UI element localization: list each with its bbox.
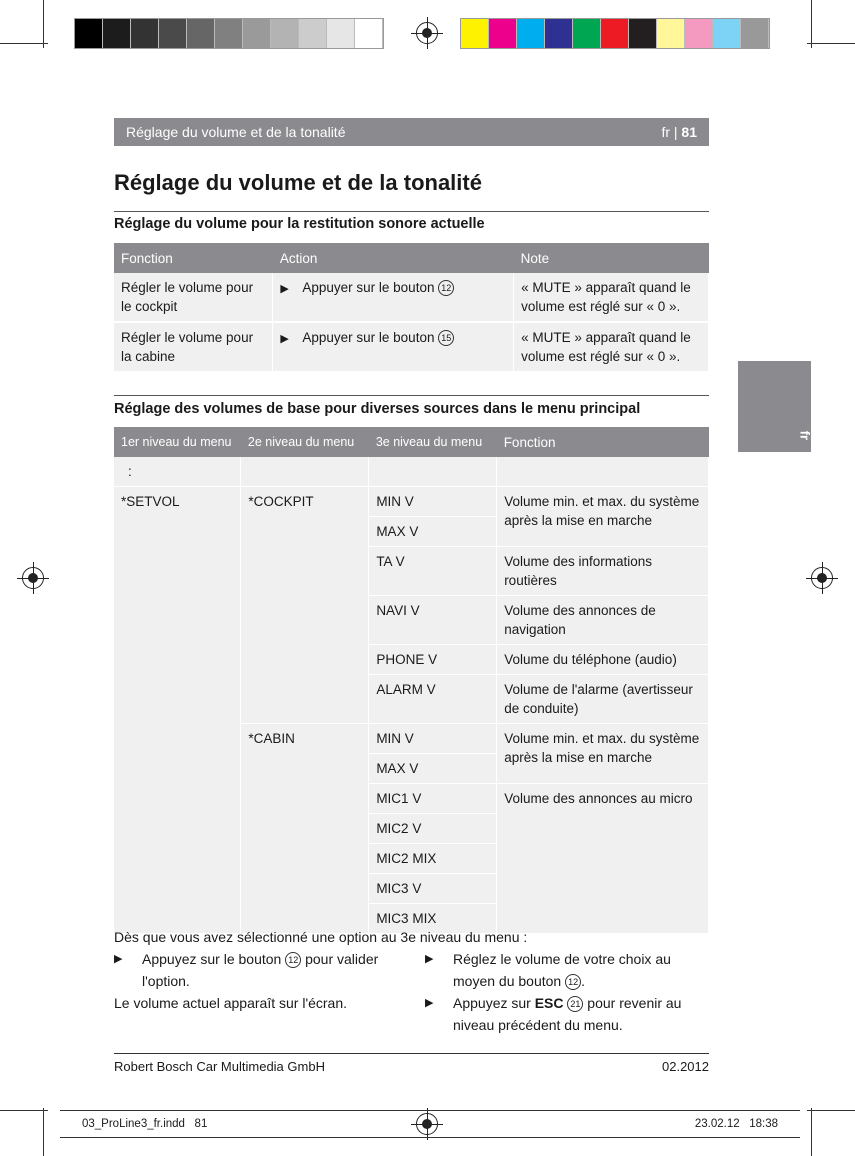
crop-mark: [807, 1110, 855, 1111]
instruction-result: Le volume actuel apparaît sur l'écran.: [114, 995, 348, 1011]
grayscale-color-bar: [74, 18, 384, 49]
registration-mark-icon: [811, 567, 833, 589]
print-slug: 03_ProLine3_fr.indd 81 23.02.12 18:38: [60, 1110, 800, 1138]
instruction-step: ▶ Appuyez sur ESC 21 pour revenir au niveau précédent du menu.: [425, 992, 709, 1036]
table-row: MAX V: [114, 754, 709, 784]
registration-mark-icon: [22, 567, 44, 589]
footer-date: 02.2012: [662, 1059, 709, 1074]
table-row: Régler le volume pour le cockpit ▶ Appuyer sur le bouton 12 « MUTE » apparaît quand le volume est réglé sur « 0 ».: [114, 273, 709, 322]
divider: [114, 211, 709, 212]
crop-mark: [0, 1110, 48, 1111]
table1-heading: Réglage du volume pour la restitution sonore actuelle: [114, 216, 485, 232]
table-row: PHONE V Volume du téléphone (audio): [114, 645, 709, 675]
page-title: Réglage du volume et de la tonalité: [114, 170, 482, 195]
crop-mark: [43, 1108, 44, 1156]
table-row: *CABIN MIN V Volume min. et max. du système après la mise en marche: [114, 724, 709, 754]
registration-mark-icon: [416, 22, 438, 44]
arrow-bullet-icon: ▶: [280, 283, 289, 295]
footer-company: Robert Bosch Car Multimedia GmbH: [114, 1059, 325, 1074]
column-header: 3e niveau du menu: [369, 427, 497, 457]
instruction-step: ▶ Réglez le volume de votre choix au moyen du bouton 12 .: [425, 948, 709, 992]
button-number-icon: 15: [438, 330, 454, 346]
language-side-tab: fr: [738, 361, 811, 452]
header-page-number: fr | 81: [661, 124, 697, 140]
arrow-bullet-icon: ▶: [114, 953, 123, 965]
crop-mark: [811, 0, 812, 48]
footer-divider: [114, 1053, 709, 1054]
table-row: TA V Volume des informations routières: [114, 547, 709, 596]
table-row: MIC2 MIX: [114, 844, 709, 874]
button-number-icon: 12: [285, 952, 301, 968]
crop-mark: [0, 43, 48, 44]
table-row: ALARM V Volume de l'alarme (avertisseur de conduite): [114, 675, 709, 724]
running-header: [114, 118, 709, 146]
menu-level2-cockpit: *COCKPIT: [241, 487, 369, 724]
table-row: MIC1 V Volume des annonces au micro: [114, 784, 709, 814]
column-header: 1er niveau du menu: [114, 427, 241, 457]
table-row: Régler le volume pour la cabine ▶ Appuyer sur le bouton 15 « MUTE » apparaît quand le volume est réglé sur « 0 ».: [114, 322, 709, 372]
table-row: MAX V: [114, 517, 709, 547]
column-header: Note: [514, 243, 709, 273]
table-row: NAVI V Volume des annonces de navigation: [114, 596, 709, 645]
crop-mark: [43, 0, 44, 48]
menu-level2-cabin: *CABIN: [241, 724, 369, 934]
arrow-bullet-icon: ▶: [425, 997, 434, 1009]
process-color-bar: [460, 18, 770, 49]
column-header: 2e niveau du menu: [241, 427, 369, 457]
table-row: MIC2 V: [114, 814, 709, 844]
table-row: MIC3 MIX: [114, 904, 709, 934]
column-header: Fonction: [114, 243, 273, 273]
divider: [114, 395, 709, 396]
header-section-title: Réglage du volume et de la tonalité: [126, 124, 346, 140]
table2-heading: Réglage des volumes de base pour diverses sources dans le menu principal: [114, 401, 641, 417]
button-number-icon: 21: [567, 996, 583, 1012]
instruction-step: ▶ Appuyez sur le bouton 12 pour valider l'option.: [114, 948, 384, 992]
table-row: :: [114, 457, 709, 487]
volume-table: [114, 243, 709, 373]
arrow-bullet-icon: ▶: [280, 333, 289, 345]
button-number-icon: 12: [565, 974, 581, 990]
arrow-bullet-icon: ▶: [425, 953, 434, 965]
column-header: Fonction: [497, 427, 709, 457]
crop-mark: [811, 1108, 812, 1156]
table-row: MIC3 V: [114, 874, 709, 904]
table-row: *SETVOL *COCKPIT MIN V Volume min. et max. du système après la mise en marche: [114, 487, 709, 517]
menu-level1-setvol: *SETVOL: [114, 487, 241, 934]
crop-mark: [807, 43, 855, 44]
instructions-intro: Dès que vous avez sélectionné une option au 3e niveau du menu :: [114, 929, 528, 945]
column-header: Action: [273, 243, 514, 273]
button-number-icon: 12: [438, 280, 454, 296]
menu-table: [114, 427, 709, 934]
